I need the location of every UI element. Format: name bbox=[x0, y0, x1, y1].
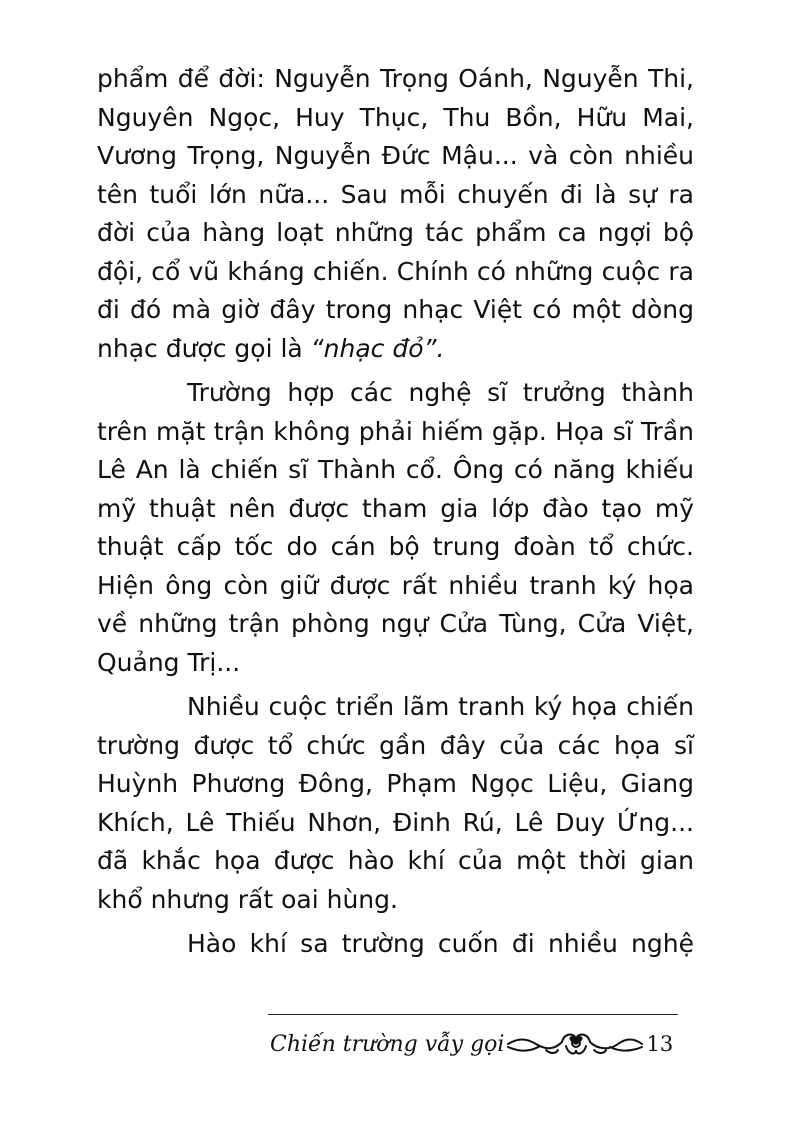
text-line: Lê An là chiến sĩ Thành cổ. Ông có năng khiếu bbox=[97, 455, 694, 484]
text-segment: nhạc được gọi là bbox=[97, 333, 311, 363]
scroll-ornament-icon bbox=[506, 1028, 644, 1060]
paragraph-3 bbox=[97, 688, 694, 919]
text-line: đi đó mà giờ đây trong nhạc Việt có một dòng bbox=[97, 295, 694, 324]
text-line: mỹ thuật nên được tham gia lớp đào tạo mỹ bbox=[97, 493, 694, 523]
text-line: Huỳnh Phương Đông, Phạm Ngọc Liệu, Giang bbox=[97, 769, 694, 798]
page-footer bbox=[270, 1024, 680, 1064]
text-line: trường được tổ chức gần đây của các họa sĩ bbox=[97, 730, 694, 760]
text-line-last bbox=[97, 330, 694, 369]
text-line: về những trận phòng ngự Cửa Tùng, Cửa Việt, bbox=[97, 609, 694, 638]
italic-term: “nhạc đỏ”. bbox=[310, 333, 445, 363]
text-line-last: khổ nhưng rất oai hùng. bbox=[97, 884, 398, 914]
text-line: đã khắc họa được hào khí của một thời gian bbox=[97, 846, 694, 875]
footer-divider bbox=[268, 1014, 678, 1015]
text-line: Khích, Lê Thiếu Nhơn, Đinh Rú, Lê Duy Ứng... bbox=[97, 807, 694, 837]
running-title: Chiến trường vẫy gọi bbox=[270, 1031, 505, 1057]
text-line: tên tuổi lớn nữa... Sau mỗi chuyến đi là sự ra bbox=[97, 179, 694, 209]
text-line: trên mặt trận không phải hiếm gặp. Họa sĩ Trần bbox=[97, 416, 694, 446]
text-line-first: Hào khí sa trường cuốn đi nhiều nghệ bbox=[187, 929, 694, 958]
text-line: phẩm để đời: Nguyễn Trọng Oánh, Nguyễn Thi, bbox=[97, 64, 694, 93]
text-line: Vương Trọng, Nguyễn Đức Mậu... và còn nhiều bbox=[97, 141, 694, 170]
text-line: thuật cấp tốc do cán bộ trung đoàn tổ chức. bbox=[97, 532, 694, 561]
page-number: 13 bbox=[646, 1032, 674, 1056]
paragraph-2 bbox=[97, 374, 694, 682]
text-line: đời của hàng loạt những tác phẩm ca ngợi bộ bbox=[97, 218, 694, 247]
text-line: đội, cổ vũ kháng chiến. Chính có những cuộc ra bbox=[97, 256, 694, 286]
paragraph-1 bbox=[97, 60, 694, 368]
text-line-first: Trường hợp các nghệ sĩ trưởng thành bbox=[187, 378, 694, 407]
body-text bbox=[97, 60, 694, 970]
text-line-last: Quảng Trị... bbox=[97, 647, 241, 677]
paragraph-4 bbox=[97, 925, 694, 964]
text-line: Hiện ông còn giữ được rất nhiều tranh ký họa bbox=[97, 570, 694, 600]
text-line: Nguyên Ngọc, Huy Thục, Thu Bồn, Hữu Mai, bbox=[97, 102, 694, 132]
text-line-first: Nhiều cuộc triển lãm tranh ký họa chiến bbox=[187, 692, 694, 721]
